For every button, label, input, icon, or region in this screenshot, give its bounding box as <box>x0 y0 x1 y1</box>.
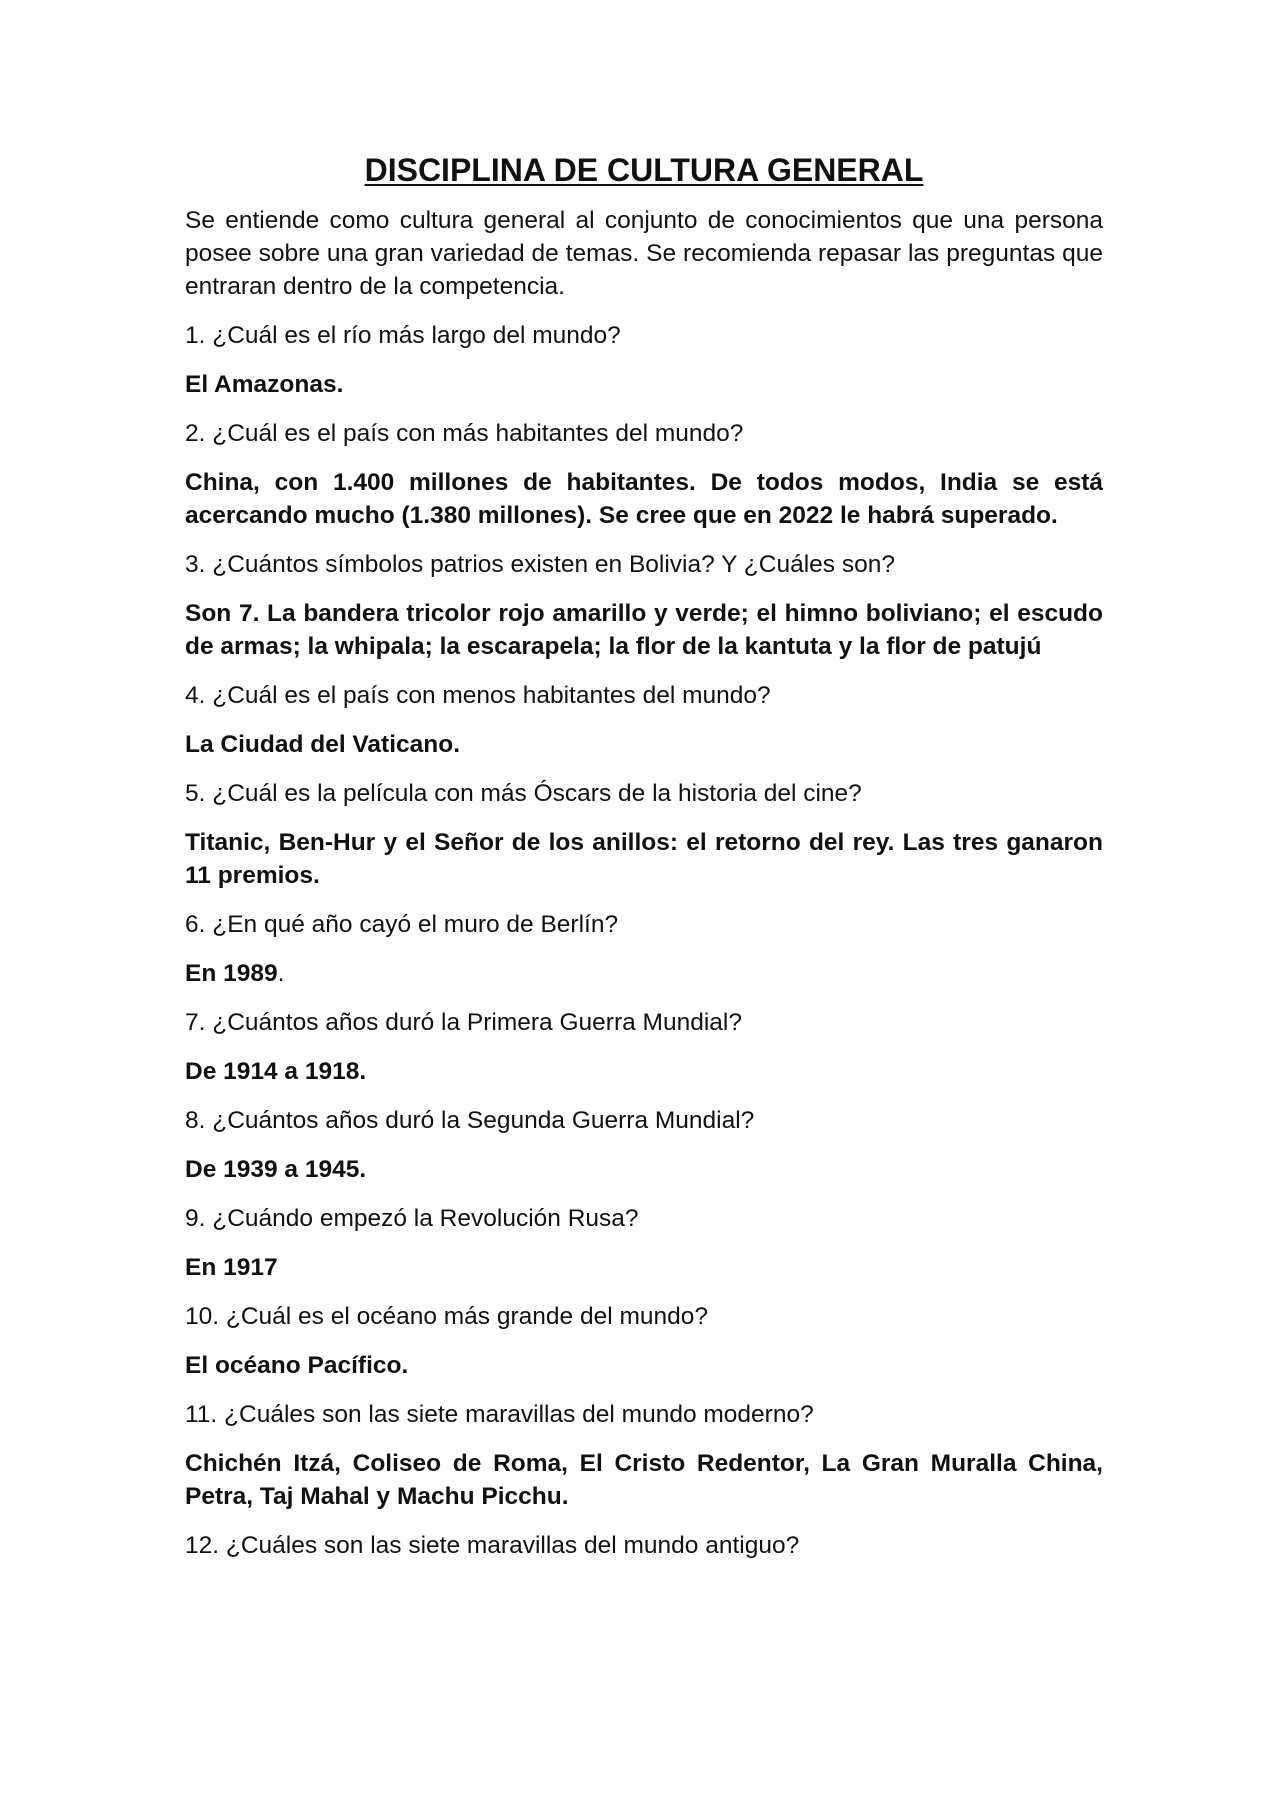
answer-text: De 1939 a 1945. <box>185 1156 367 1183</box>
document-title: DISCIPLINA DE CULTURA GENERAL <box>364 152 924 188</box>
answer-tail: . <box>277 960 285 987</box>
answer-7 <box>185 1055 1103 1088</box>
answer-11 <box>185 1447 1103 1513</box>
answer-6 <box>185 957 1103 990</box>
question-6: 6. ¿En qué año cayó el muro de Berlín? <box>185 911 619 938</box>
qa-list <box>185 319 1103 1562</box>
answer-text: De 1914 a 1918. <box>185 1058 367 1085</box>
question-3: 3. ¿Cuántos símbolos patrios existen en Bolivia? Y ¿Cuáles son? <box>185 551 895 578</box>
intro-paragraph: Se entiende como cultura general al conjunto de conocimientos que una persona posee sobre una gran variedad de temas. Se recomienda repasar las preguntas que entraran dentro de la competencia. <box>185 207 1103 300</box>
answer-1 <box>185 368 1103 401</box>
answer-text: En 1989 <box>185 960 278 987</box>
answer-text: Chichén Itzá, Coliseo de Roma, El Cristo Redentor, La Gran Muralla China, Petra, Taj Mahal y Machu Picchu. <box>185 1450 1103 1510</box>
answer-text: Titanic, Ben-Hur y el Señor de los anillos: el retorno del rey. Las tres ganaron 11 premios. <box>185 829 1103 889</box>
answer-text: En 1917 <box>185 1254 278 1281</box>
answer-text: El océano Pacífico. <box>185 1352 409 1379</box>
document-page <box>185 150 1103 1578</box>
answer-text: El Amazonas. <box>185 371 344 398</box>
answer-9 <box>185 1251 1103 1284</box>
question-12: 12. ¿Cuáles son las siete maravillas del mundo antiguo? <box>185 1532 800 1559</box>
question-1: 1. ¿Cuál es el río más largo del mundo? <box>185 322 621 349</box>
question-11: 11. ¿Cuáles son las siete maravillas del mundo moderno? <box>185 1401 814 1428</box>
answer-text: China, con 1.400 millones de habitantes. De todos modos, India se está acercando mucho (1.380 millones). Se cree que en 2022 le habrá superado. <box>185 469 1103 529</box>
answer-10 <box>185 1349 1103 1382</box>
answer-text: Son 7. La bandera tricolor rojo amarillo y verde; el himno boliviano; el escudo de armas; la whipala; la escarapela; la flor de la kantuta y la flor de patujú <box>185 600 1103 660</box>
answer-5 <box>185 826 1103 892</box>
answer-8 <box>185 1153 1103 1186</box>
question-8: 8. ¿Cuántos años duró la Segunda Guerra Mundial? <box>185 1107 755 1134</box>
question-2: 2. ¿Cuál es el país con más habitantes del mundo? <box>185 420 744 447</box>
question-9: 9. ¿Cuándo empezó la Revolución Rusa? <box>185 1205 639 1232</box>
question-10: 10. ¿Cuál es el océano más grande del mundo? <box>185 1303 708 1330</box>
answer-3 <box>185 597 1103 663</box>
answer-2 <box>185 466 1103 532</box>
question-5: 5. ¿Cuál es la película con más Óscars de la historia del cine? <box>185 780 862 807</box>
question-7: 7. ¿Cuántos años duró la Primera Guerra Mundial? <box>185 1009 742 1036</box>
question-4: 4. ¿Cuál es el país con menos habitantes del mundo? <box>185 682 771 709</box>
answer-4 <box>185 728 1103 761</box>
answer-text: La Ciudad del Vaticano. <box>185 731 461 758</box>
